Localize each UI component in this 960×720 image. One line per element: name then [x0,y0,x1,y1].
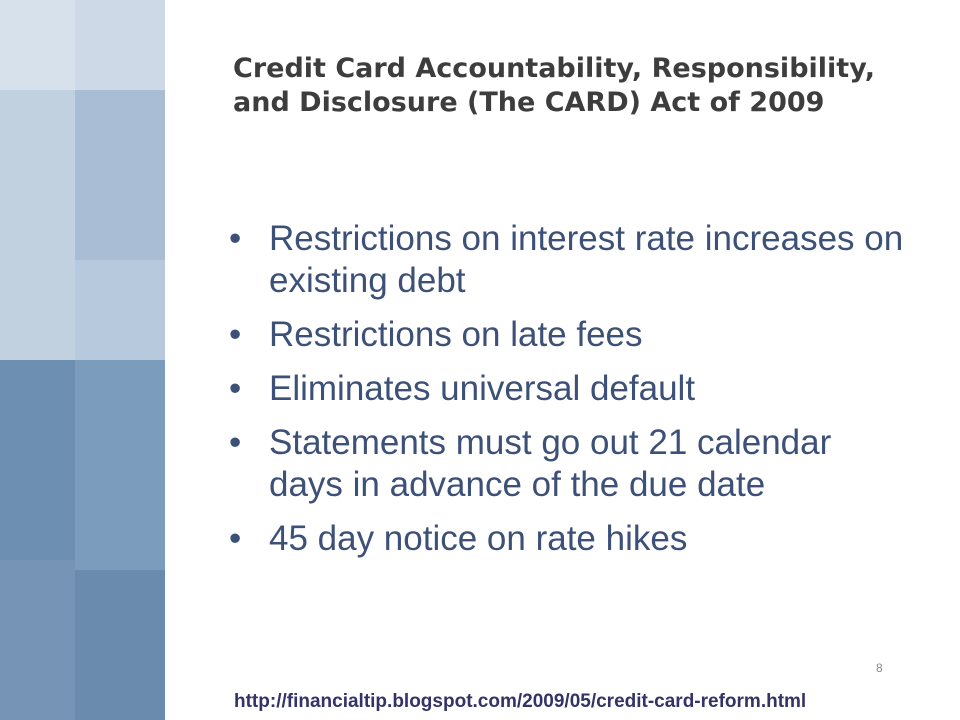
source-url-link[interactable]: http://financialtip.blogspot.com/2009/05/credit-card-reform.html [234,691,807,712]
bullet-item [229,218,909,302]
panel-tile [0,560,75,720]
bullet-item [229,518,909,560]
bullet-item [229,422,909,506]
bullet-text: Restrictions on interest rate increases on existing debt [269,219,904,300]
bullet-text: Restrictions on late fees [269,315,643,354]
page-number: 8 [876,661,883,675]
panel-tile [75,360,165,570]
bullet-marker: • [229,519,242,558]
bullet-marker: • [229,315,242,354]
panel-tile [75,90,165,260]
bullet-marker: • [229,369,242,408]
bullet-text: 45 day notice on rate hikes [269,519,688,558]
panel-tile [0,0,75,90]
bullet-item [229,314,909,356]
bullet-list [229,218,909,572]
bullet-marker: • [229,423,242,462]
panel-tile [0,90,75,360]
bullet-text: Eliminates universal default [269,369,696,408]
bullet-text: Statements must go out 21 calendar days in advance of the due date [269,423,832,504]
panel-tile [75,260,165,360]
panel-tile [75,570,165,720]
slide-title: Credit Card Accountability, Responsibility, and Disclosure (The CARD) Act of 2009 [233,53,875,118]
panel-tile [75,0,165,90]
bullet-marker: • [229,219,242,258]
decorative-left-panel [0,0,165,720]
bullet-item [229,368,909,410]
